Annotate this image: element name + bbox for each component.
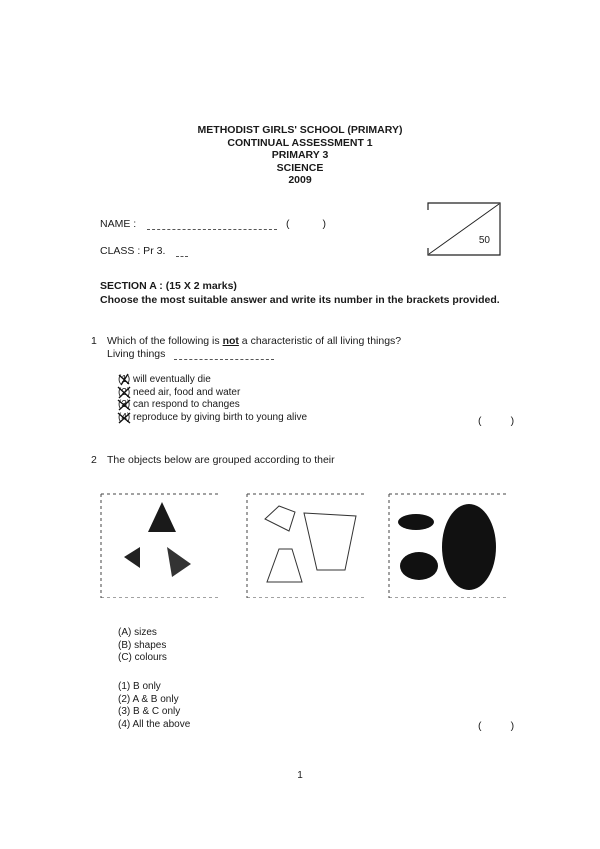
- q1-option[interactable]: [118, 412, 307, 425]
- score-box-frame: [427, 202, 502, 257]
- q1-cross-marks: [116, 372, 136, 426]
- q1-option-text: reproduce by giving birth to young alive: [133, 411, 308, 423]
- q2-option[interactable]: (3) B & C only: [118, 706, 181, 717]
- q1-stem-before: Which of the following is: [107, 335, 223, 347]
- q1-option-marker: (4): [118, 411, 131, 423]
- small-triangle-icon: [124, 547, 140, 568]
- q1-option-text: will eventually die: [133, 374, 211, 385]
- q2-number: 2: [91, 454, 97, 466]
- q2-answer-bracket[interactable]: ( ): [478, 720, 515, 732]
- q1-stem: [107, 335, 401, 347]
- q1-stem-emphasis: not: [222, 335, 239, 347]
- subject: SCIENCE: [276, 161, 324, 174]
- name-label: NAME :: [100, 218, 137, 230]
- school-name: METHODIST GIRLS' SCHOOL (PRIMARY): [197, 124, 403, 136]
- class-field[interactable]: [176, 256, 188, 257]
- q1-option-marker: (3): [118, 399, 131, 410]
- q1-option[interactable]: [118, 387, 307, 400]
- q1-number: 1: [91, 335, 97, 347]
- q1-stem-after: a characteristic of all living things?: [238, 335, 402, 347]
- q1-options: [118, 374, 307, 424]
- group-outline-shapes-panel: [246, 492, 366, 598]
- small-oval-icon: [398, 514, 434, 530]
- q2-option[interactable]: (2) A & B only: [118, 693, 179, 705]
- q1-lead: Living things: [107, 348, 166, 360]
- name-row: [100, 218, 326, 230]
- q2-criterion: (C) colours: [118, 652, 167, 663]
- q2-options: [118, 681, 190, 731]
- level: PRIMARY 3: [271, 149, 329, 161]
- score-box: [427, 202, 500, 255]
- group-ovals-panel: [388, 492, 508, 598]
- q1-lead-row: [107, 348, 274, 360]
- exam-header: [0, 124, 600, 187]
- q2-criteria: [118, 627, 167, 665]
- name-bracket-open: (: [286, 218, 290, 230]
- q1-option[interactable]: [118, 399, 307, 412]
- q2-option[interactable]: (1) B only: [118, 681, 161, 692]
- q1-lead-blank: [174, 359, 274, 360]
- q2-stem: The objects below are grouped according to their: [107, 454, 335, 466]
- class-row: [100, 245, 188, 257]
- trapezoid-outline-icon: [267, 549, 302, 582]
- section-a-title: SECTION A : (15 X 2 marks): [100, 280, 237, 292]
- q1-option-text: need air, food and water: [133, 386, 241, 398]
- total-marks: 50: [478, 235, 490, 246]
- large-oval-icon: [442, 504, 496, 590]
- small-triangle-icon: [167, 547, 191, 577]
- year: 2009: [288, 174, 312, 186]
- q1-answer-bracket[interactable]: ( ): [478, 415, 515, 427]
- q2-criterion: (A) sizes: [118, 627, 157, 638]
- section-a-instruction: Choose the most suitable answer and write its number in the brackets provided.: [100, 294, 500, 306]
- q2-option[interactable]: (4) All the above: [118, 718, 191, 730]
- quadrilateral-outline-icon: [265, 506, 295, 531]
- q1-option-text: can respond to changes: [133, 399, 240, 410]
- assessment-title: CONTINUAL ASSESSMENT 1: [227, 136, 373, 149]
- q1-option[interactable]: [118, 374, 307, 387]
- large-triangle-icon: [148, 502, 176, 532]
- q1-option-marker: (2): [118, 386, 131, 398]
- group-triangles-panel: [100, 492, 220, 598]
- trapezium-outline-icon: [304, 513, 356, 570]
- class-label: CLASS : Pr 3.: [100, 245, 166, 257]
- name-bracket-close: ): [322, 218, 326, 230]
- q2-criterion: (B) shapes: [118, 639, 167, 651]
- name-field[interactable]: [147, 229, 277, 230]
- q1-option-marker: (1): [118, 374, 131, 385]
- medium-oval-icon: [400, 552, 438, 580]
- page-number: 1: [297, 770, 303, 781]
